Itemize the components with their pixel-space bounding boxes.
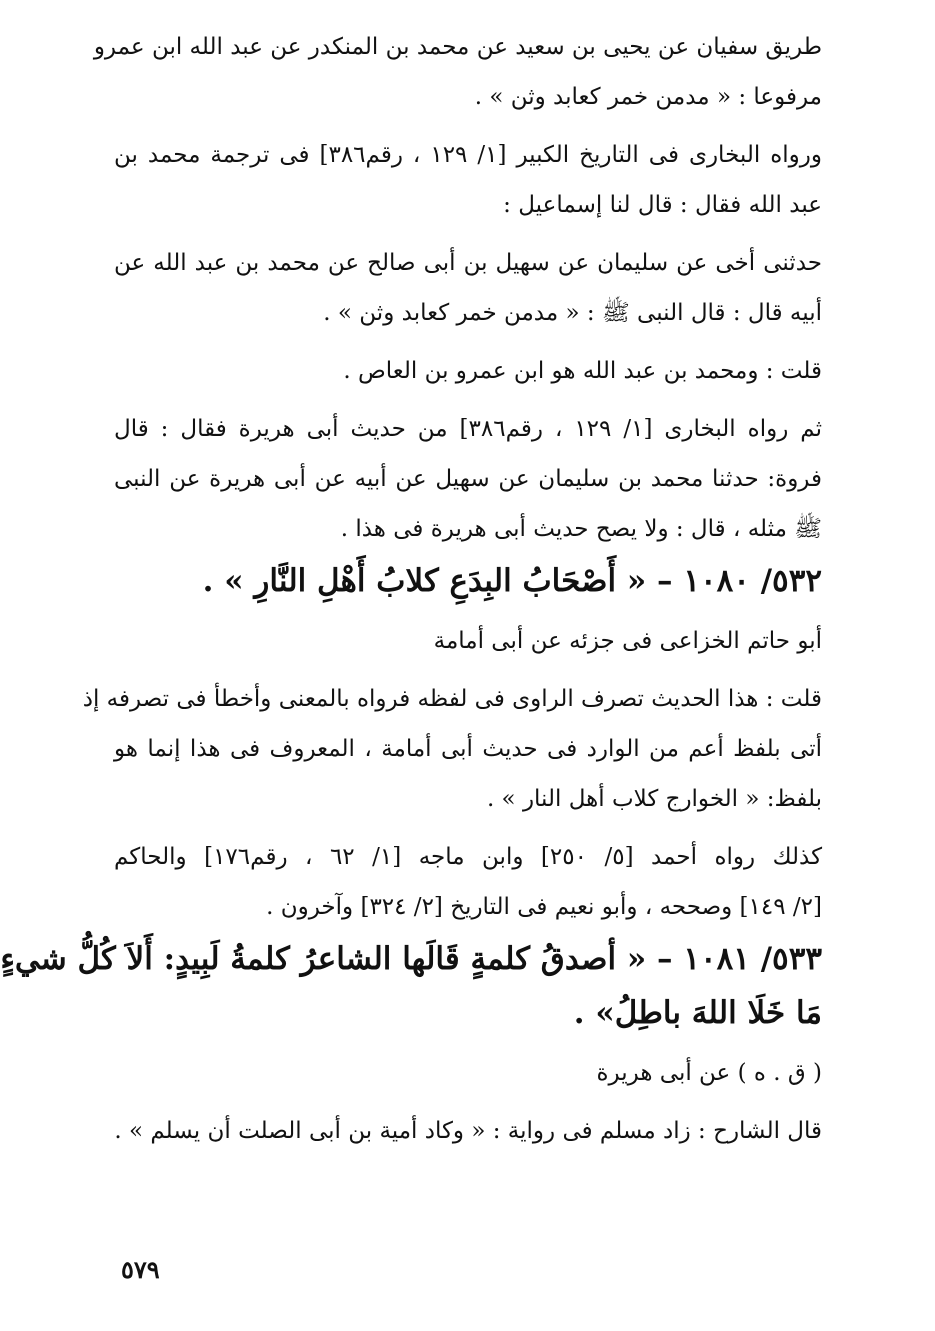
paragraph-gap [114, 608, 822, 616]
hadith-heading-continued: مَا خَلَا اللهَ باطِلُ» . [573, 995, 822, 1031]
source-line: أبو حاتم الخزاعى فى جزئه عن أبى أمامة [433, 628, 822, 654]
paragraph-gap [114, 338, 822, 346]
text-line: ورواه البخارى فى التاريخ الكبير [١/ ١٢٩ ، رقم٣٨٦] فى ترجمة محمد بن [114, 142, 822, 168]
hadith-heading: ٥٣٣/ ١٠٨١ – « أصدقُ كلمةٍ قَالَها الشاعرُ كلمةُ لَبِيدٍ: أَلاَ كُلُّ شيءٍ [0, 941, 822, 977]
text-line: أبيه قال : قال النبى ﷺ : « مدمن خمر كعابد وثن » . [323, 300, 822, 326]
text-line: مرفوعا : « مدمن خمر كعابد وثن » . [474, 84, 822, 110]
source-line: ( ق . ه ) عن أبى هريرة [596, 1060, 822, 1086]
text-line: بلفظ: « الخوارج كلاب أهل النار » . [486, 786, 822, 812]
page-number: ٥٧٩ [121, 1255, 160, 1284]
text-line: قال الشارح : زاد مسلم فى رواية : « وكاد أمية بن أبى الصلت أن يسلم » . [114, 1118, 822, 1144]
text-line: حدثنى أخى عن سليمان عن سهيل بن أبى صالح عن محمد بن عبد الله عن [114, 250, 822, 276]
paragraph-gap [114, 666, 822, 674]
text-line: ثم رواه البخارى [١/ ١٢٩ ، رقم٣٨٦] من حديث أبى هريرة فقال : قال [114, 416, 822, 442]
paragraph-gap [114, 122, 822, 130]
text-line: فروة: حدثنا محمد بن سليمان عن سهيل عن أبيه عن أبى هريرة عن النبى [114, 466, 822, 492]
paragraph-gap [114, 1040, 822, 1048]
text-line: [٢/ ١٤٩] وصححه ، وأبو نعيم فى التاريخ [٢/ ٣٢٤] وآخرون . [266, 894, 822, 920]
paragraph-gap [114, 396, 822, 404]
page-body [0, 22, 823, 1156]
text-line: أتى بلفظ أعم من الوارد فى حديث أبى أمامة ، المعروف فى هذا إنما هو [114, 736, 822, 762]
hadith-heading: ٥٣٢/ ١٠٨٠ – « أَصْحَابُ البِدَعِ كلابُ أَهْلِ النَّارِ » . [202, 563, 822, 599]
text-line: كذلك رواه أحمد [٥/ ٢٥٠] وابن ماجه [١/ ٦٢ ، رقم١٧٦] والحاكم [114, 844, 823, 870]
paragraph-gap [114, 230, 822, 238]
paragraph-gap [114, 1098, 822, 1106]
text-line: عبد الله فقال : قال لنا إسماعيل : [503, 192, 822, 218]
paragraph-gap [114, 824, 822, 832]
text-line: قلت : ومحمد بن عبد الله هو ابن عمرو بن العاص . [343, 358, 822, 384]
text-line: طريق سفيان عن يحيى بن سعيد عن محمد بن المنكدر عن عبد الله ابن عمرو [93, 34, 822, 60]
text-line: ﷺ مثله ، قال : ولا يصح حديث أبى هريرة فى هذا . [340, 516, 822, 542]
text-line: قلت : هذا الحديث تصرف الراوى فى لفظه فرواه بالمعنى وأخطأ فى تصرفه إذ [82, 686, 822, 712]
